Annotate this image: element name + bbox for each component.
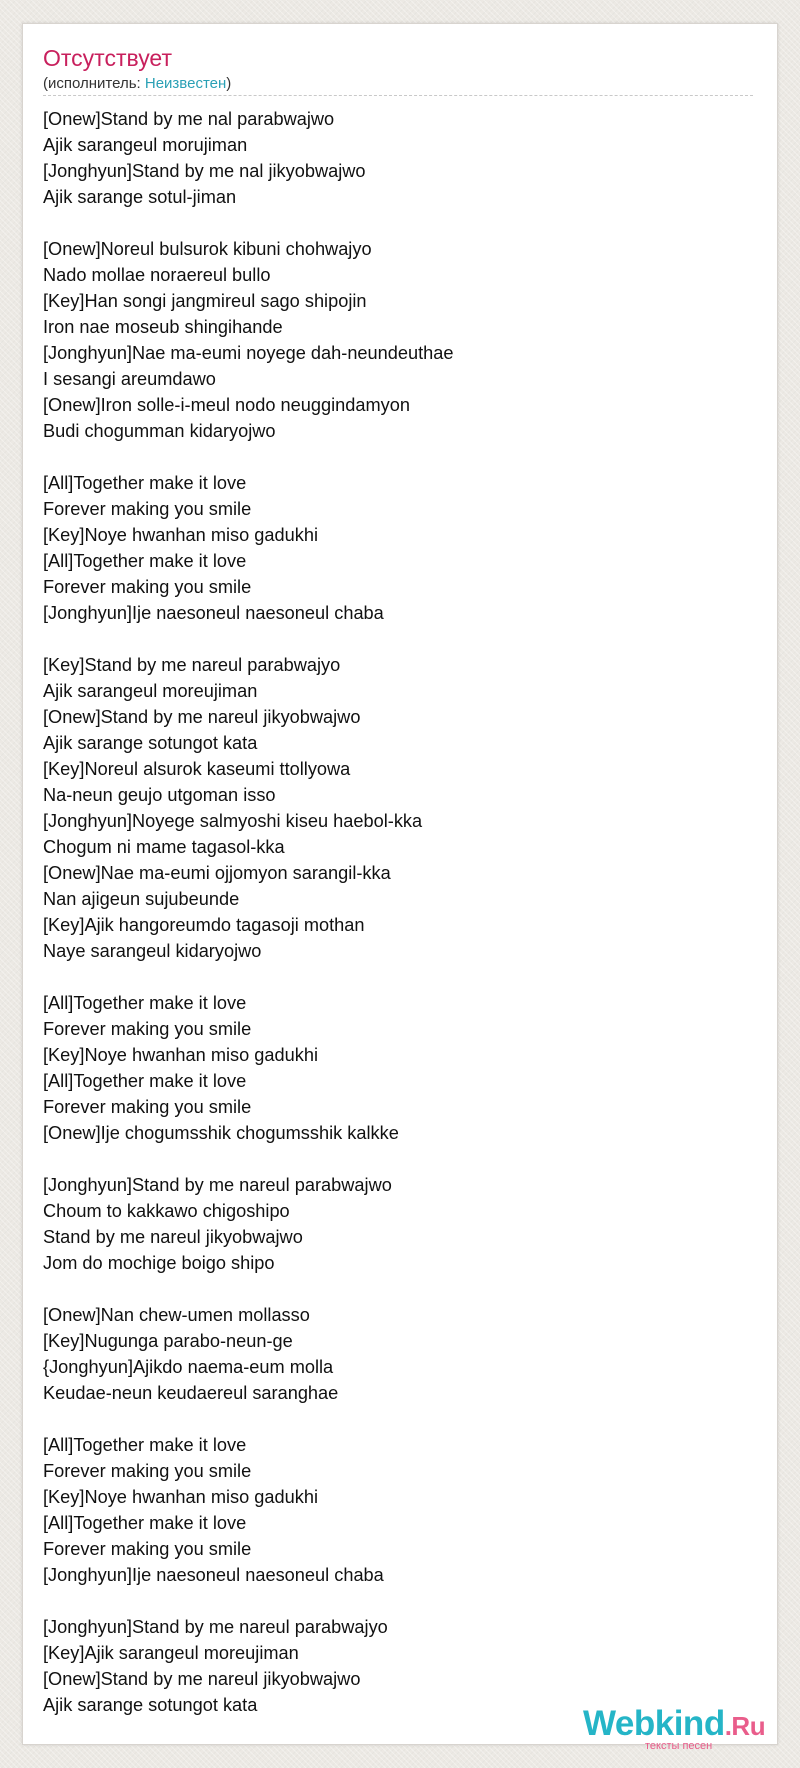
lyrics-card: [22, 23, 778, 1752]
artist-suffix: ): [226, 75, 232, 92]
lyrics-text: [Onew]Stand by me nal parabwajwo Ajik sarangeul morujiman [Jonghyun]Stand by me nal jikyobwajwo Ajik sarange sotul-jiman [Onew]Noreul bulsurok kibuni chohwajyo Nado mollae noraereul bullo [Key]Han songi jangmireul sago shipojin Iron nae moseub shingihande [Jonghyun]Nae ma-eumi noyege dah-neundeuthae I sesangi areumdawo [Onew]Iron solle-i-meul nodo neuggindamyon Budi chogumman kidaryojwo [All]Together make it love Forever making you smile [Key]Noye hwanhan miso gadukhi [All]Together make it love Forever making you smile [Jonghyun]Ije naesoneul naesoneul chaba [Key]Stand by me nareul parabwajyo Ajik sarangeul moreujiman [Onew]Stand by me nareul jikyobwajwo Ajik sarange sotungot kata [Key]Noreul alsurok kaseumi ttollyowa Na-neun geujo utgoman isso [Jonghyun]Noyege salmyoshi kiseu haebol-kka Chogum ni mame tagasol-kka [Onew]Nae ma-eumi ojjomyon sarangil-kka Nan ajigeun sujubeunde [Key]Ajik hangoreumdo tagasoji mothan Naye sarangeul kidaryojwo [All]Together make it love Forever making you smile [Key]Noye hwanhan miso gadukhi [All]Together make it love Forever making you smile [Onew]Ije chogumsshik chogumsshik kalkke [Jonghyun]Stand by me nareul parabwajwo Choum to kakkawo chigoshipo Stand by me nareul jikyobwajwo Jom do mochige boigo shipo [Onew]Nan chew-umen mollasso [Key]Nugunga parabo-neun-ge {Jonghyun]Ajikdo naema-eum molla Keudae-neun keudaereul saranghae [All]Together make it love Forever making you smile [Key]Noye hwanhan miso gadukhi [All]Together make it love Forever making you smile [Jonghyun]Ije naesoneul naesoneul chaba [Jonghyun]Stand by me nareul parabwajyo [Key]Ajik sarangeul moreujiman [Onew]Stand by me nareul jikyobwajwo Ajik sarange sotungot kata: [43, 109, 454, 1715]
logo-name: Webkind: [583, 1704, 725, 1743]
artist-line: [43, 74, 231, 94]
logo-tagline: тексты песен: [645, 1740, 713, 1752]
site-logo[interactable]: [583, 1704, 773, 1752]
logo-tld: .Ru: [724, 1711, 766, 1741]
song-title: Отсутствует: [43, 45, 172, 71]
dashed-divider: [43, 95, 753, 96]
artist-prefix: (исполнитель:: [43, 75, 145, 92]
artist-link[interactable]: Неизвестен: [144, 75, 227, 92]
